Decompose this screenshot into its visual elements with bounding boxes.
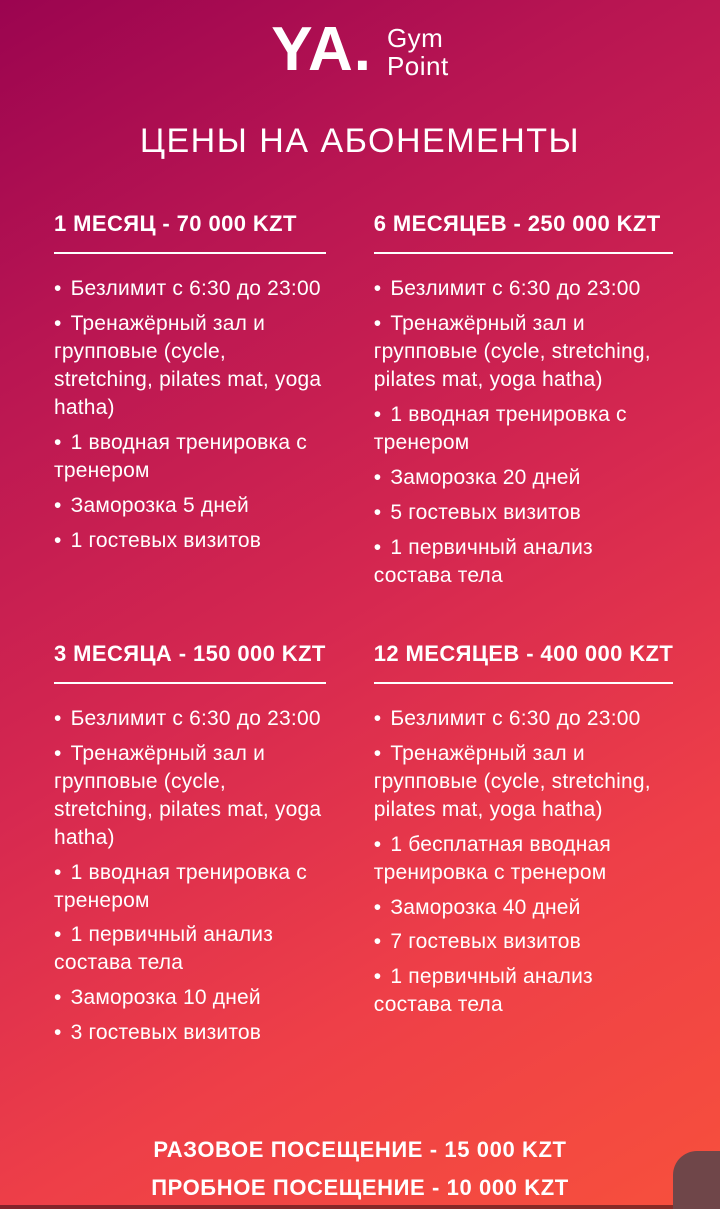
feature-item: • Безлимит с 6:30 до 23:00 — [54, 705, 326, 733]
plan-card-3-months — [54, 641, 326, 1055]
feature-item: • Тренажёрный зал и групповые (cycle, stretching, pilates mat, yoga hatha) — [54, 740, 326, 852]
bottom-bar — [0, 1205, 720, 1209]
single-visit-price: РАЗОВОЕ ПОСЕЩЕНИЕ - 15 000 KZT — [153, 1137, 567, 1163]
feature-item: • 7 гостевых визитов — [374, 928, 673, 956]
feature-item: • Безлимит с 6:30 до 23:00 — [374, 705, 673, 733]
feature-item: • 1 первичный анализ состава тела — [54, 921, 326, 977]
plans-grid — [0, 211, 720, 1054]
feature-item: • 1 гостевых визитов — [54, 527, 326, 555]
brand-tagline — [387, 24, 449, 80]
feature-item: • Безлимит с 6:30 до 23:00 — [54, 275, 326, 303]
feature-item: • 1 первичный анализ состава тела — [374, 534, 673, 590]
trial-visit-price: ПРОБНОЕ ПОСЕЩЕНИЕ - 10 000 KZT — [151, 1174, 569, 1200]
feature-item: • Заморозка 40 дней — [374, 894, 673, 922]
divider — [54, 252, 326, 254]
feature-item: • 1 первичный анализ состава тела — [374, 963, 673, 1019]
footer — [0, 1136, 720, 1202]
brand-tagline-line1: Gym — [386, 22, 444, 53]
feature-item: • 1 вводная тренировка с тренером — [54, 429, 326, 485]
corner-box — [673, 1151, 720, 1209]
plan-card-6-months — [374, 211, 673, 597]
feature-item: • Безлимит с 6:30 до 23:00 — [374, 275, 673, 303]
plan-card-1-month — [54, 211, 326, 597]
feature-item: • 1 бесплатная вводная тренировка с тренером — [374, 831, 673, 887]
feature-item: • 3 гостевых визитов — [54, 1019, 326, 1047]
plan-title: 12 МЕСЯЦЕВ - 400 000 KZT — [373, 640, 674, 666]
page-title: ЦЕНЫ НА АБОНЕМЕНТЫ — [139, 122, 581, 160]
brand-logo: YA. — [271, 15, 372, 84]
plan-features — [374, 275, 673, 589]
feature-item: • Тренажёрный зал и групповые (cycle, stretching, pilates mat, yoga hatha) — [374, 310, 673, 394]
plan-features — [374, 705, 673, 1019]
divider — [54, 682, 326, 684]
feature-item: • 1 вводная тренировка с тренером — [54, 859, 326, 915]
plan-card-12-months — [374, 641, 673, 1055]
feature-item: • 5 гостевых визитов — [374, 499, 673, 527]
plan-features — [54, 705, 326, 1047]
logo — [0, 0, 720, 84]
brand-tagline-line2: Point — [386, 51, 449, 81]
divider — [374, 682, 673, 684]
plan-features — [54, 275, 326, 554]
divider — [374, 252, 673, 254]
plan-title: 1 МЕСЯЦ - 70 000 KZT — [54, 211, 297, 236]
feature-item: • 1 вводная тренировка с тренером — [374, 401, 673, 457]
feature-item: • Заморозка 5 дней — [54, 492, 326, 520]
plan-title: 6 МЕСЯЦЕВ - 250 000 KZT — [373, 211, 661, 236]
plan-title: 3 МЕСЯЦА - 150 000 KZT — [54, 640, 326, 666]
feature-item: • Тренажёрный зал и групповые (cycle, stretching, pilates mat, yoga hatha) — [374, 740, 673, 824]
feature-item: • Тренажёрный зал и групповые (cycle, stretching, pilates mat, yoga hatha) — [54, 310, 326, 422]
feature-item: • Заморозка 20 дней — [374, 464, 673, 492]
feature-item: • Заморозка 10 дней — [54, 984, 326, 1012]
